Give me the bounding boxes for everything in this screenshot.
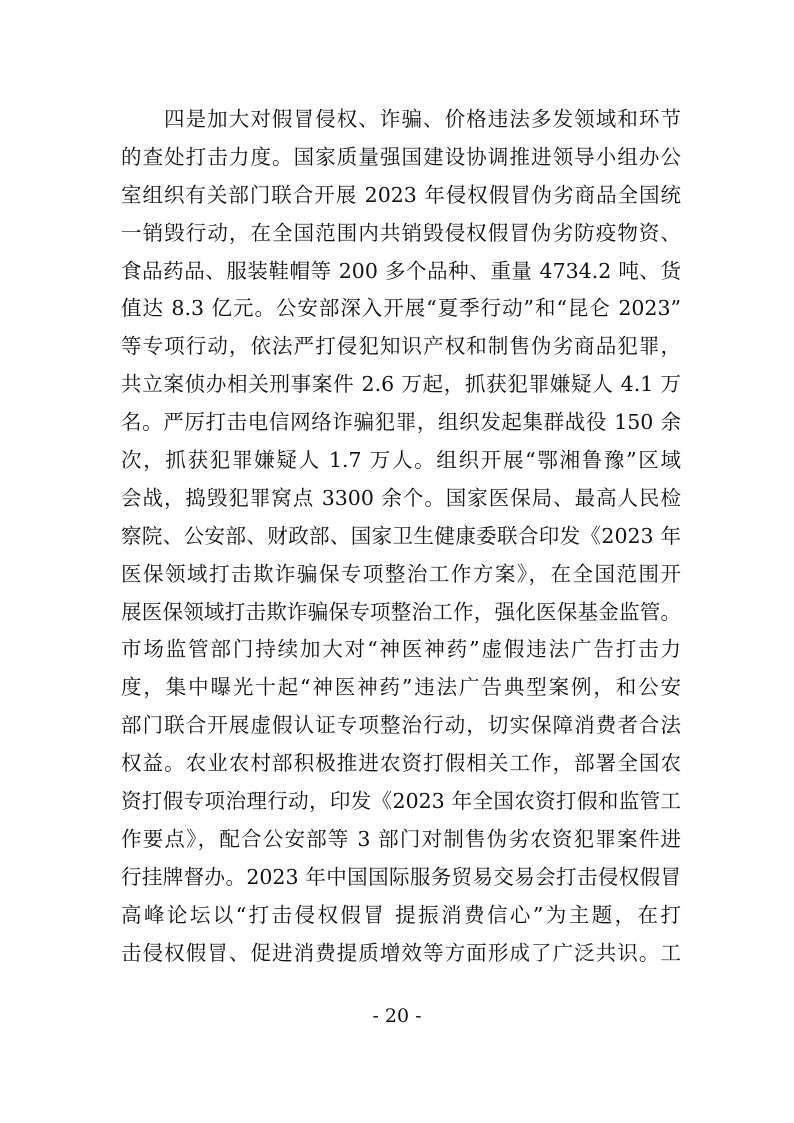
- text-line: 度，集中曝光十起“神医神药”违法广告典型案例，和公安: [121, 675, 681, 700]
- text-line: 名。严厉打击电信网络诈骗犯罪，组织发起集群战役 150 余: [121, 410, 681, 435]
- text-line: 部门联合开展虚假认证专项整治行动，切实保障消费者合法: [121, 713, 681, 738]
- text-line: 市场监管部门持续加大对“神医神药”虚假违法广告打击力: [121, 637, 681, 662]
- text-line: 共立案侦办相关刑事案件 2.6 万起，抓获犯罪嫌疑人 4.1 万: [121, 372, 681, 397]
- text-line: 四是加大对假冒侵权、诈骗、价格违法多发领域和环节: [164, 107, 681, 131]
- text-line: 一销毁行动，在全国范围内共销毁侵权假冒伪劣防疫物资、: [121, 220, 681, 245]
- text-line: 室组织有关部门联合开展 2023 年侵权假冒伪劣商品全国统: [121, 182, 681, 207]
- body-paragraph: [121, 101, 681, 972]
- text-line: 展医保领域打击欺诈骗保专项整治工作，强化医保基金监管。: [121, 599, 681, 624]
- text-line: 食品药品、服装鞋帽等 200 多个品种、重量 4734.2 吨、货: [121, 258, 681, 283]
- text-line: 权益。农业农村部积极推进农资打假相关工作，部署全国农: [121, 751, 681, 776]
- text-line: 值达 8.3 亿元。公安部深入开展“夏季行动”和“昆仑 2023”: [121, 296, 681, 321]
- text-line: 行挂牌督办。2023 年中国国际服务贸易交易会打击侵权假冒: [121, 864, 681, 889]
- text-line: 资打假专项治理行动，印发《2023 年全国农资打假和监管工: [121, 789, 681, 814]
- text-line: 作要点》，配合公安部等 3 部门对制售伪劣农资犯罪案件进: [121, 826, 681, 851]
- text-line: 察院、公安部、财政部、国家卫生健康委联合印发《2023 年: [121, 523, 681, 548]
- text-line: 击侵权假冒、促进消费提质增效等方面形成了广泛共识。工: [121, 940, 681, 965]
- page-number: - 20 -: [372, 1005, 422, 1027]
- text-line: 等专项行动，依法严打侵犯知识产权和制售伪劣商品犯罪，: [121, 334, 681, 359]
- text-line: 会战，捣毁犯罪窝点 3300 余个。国家医保局、最高人民检: [121, 485, 681, 510]
- text-line: 次，抓获犯罪嫌疑人 1.7 万人。组织开展“鄂湘鲁豫”区域: [121, 448, 681, 473]
- text-line: 的查处打击力度。国家质量强国建设协调推进领导小组办公: [121, 144, 681, 169]
- text-line: 高峰论坛以“打击侵权假冒 提振消费信心”为主题，在打: [121, 902, 681, 927]
- text-line: 医保领域打击欺诈骗保专项整治工作方案》，在全国范围开: [121, 561, 681, 586]
